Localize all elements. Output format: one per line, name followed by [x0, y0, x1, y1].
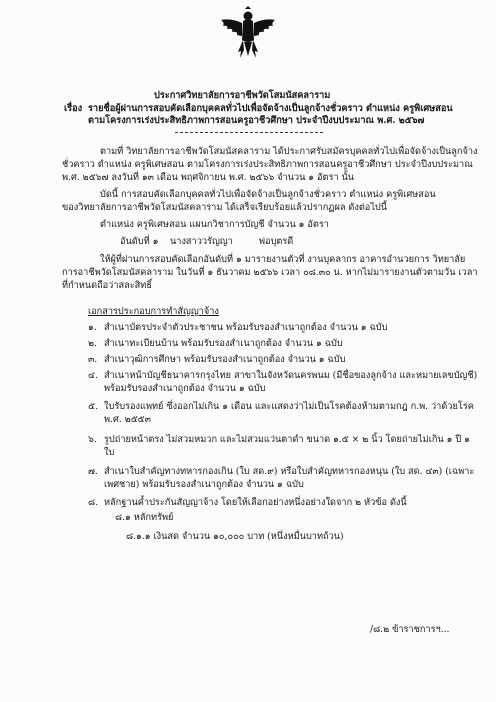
- subject-line-1: รายชื่อผู้ผ่านการสอบคัดเลือกบุคคลทั่วไปเพื่อจัดจ้างเป็นลูกจ้างชั่วคราว ตำแหน่ง ครูพิเศษสอน: [88, 103, 453, 114]
- doc-item-7-number: ๗.: [88, 466, 98, 477]
- ranking-name: นางสาววรัญญา: [170, 236, 233, 247]
- header-divider: [175, 132, 323, 133]
- announcement-org-title: ประกาศวิทยาลัยการอาชีพวัดโสมนัสคลาราม: [154, 90, 331, 101]
- doc-item-3-text: สำเนาวุฒิการศึกษา พร้อมรับรองสำเนาถูกต้อง จำนวน ๑ ฉบับ: [104, 354, 346, 365]
- sub-item-8-1: ๘.๑ หลักทรัพย์: [115, 512, 174, 523]
- doc-item-7-text-line-2: เพศชาย) พร้อมรับรองสำเนาถูกต้อง จำนวน ๑ ฉบับ: [104, 479, 304, 490]
- paragraph-1-line-2: ชั่วคราว ตำแหน่ง ครูพิเศษสอน ตามโครงการเร่งประสิทธิภาพการสอนครูอาชีวศึกษา ประจำปีงบประมาณ: [62, 159, 473, 170]
- doc-item-8-number: ๘.: [88, 497, 99, 508]
- doc-item-1-number: ๑.: [88, 322, 97, 333]
- doc-item-6-text-line-2: ใบ: [104, 447, 115, 458]
- doc-item-7-text-line-1: สำเนาใบสำคัญทางทหารกองเกิน (ใบ สด.๙) หรือใบสำคัญทหารกองหนุน (ใบ สด. ๔๓) (เฉพาะ: [104, 466, 475, 477]
- doc-item-1-text: สำเนาบัตรประจำตัวประชาชน พร้อมรับรองสำเนาถูกต้อง จำนวน ๑ ฉบับ: [104, 322, 388, 333]
- doc-item-4-text-line-2: พร้อมรับรองสำเนาถูกต้อง จำนวน ๑ ฉบับ: [104, 383, 266, 394]
- ranking-surname: พ่อบุตรดี: [259, 236, 294, 247]
- paragraph-3-line-3: ที่กำหนดถือว่าสละสิทธิ์: [62, 280, 152, 291]
- paragraph-2-line-2: ของวิทยาลัยการอาชีพวัดโสมนัสคลาราม ได้เสร็จเรียบร้อยแล้วปรากฏผล ดังต่อไปนี้: [62, 202, 388, 213]
- doc-item-5-text-line-2: พ.ศ. ๒๕๕๓: [104, 414, 151, 425]
- sub-item-8-1-1: ๘.๑.๑ เงินสด จำนวน ๑๐,๐๐๐ บาท (หนึ่งหมื่นบาทถ้วน): [126, 531, 344, 542]
- doc-item-6-text-line-1: รูปถ่ายหน้าตรง ไม่สวมหมวก และไม่สวมแว่นตาดำ ขนาด ๑.๕ × ๒ นิ้ว โดยถ่ายไม่เกิน ๑ ปี ๑: [104, 434, 470, 445]
- doc-item-2-text: สำเนาทะเบียนบ้าน พร้อมรับรองสำเนาถูกต้อง จำนวน ๑ ฉบับ: [104, 338, 343, 349]
- paragraph-1-line-1: ตามที่ วิทยาลัยการอาชีพวัดโสมนัสคลาราม ได้ประกาศรับสมัครบุคคลทั่วไปเพื่อจัดจ้างเป็นลูกจ้าง: [100, 146, 478, 157]
- subject-label: เรื่อง: [64, 103, 83, 114]
- doc-item-3-number: ๓.: [88, 354, 98, 365]
- doc-item-5-number: ๕.: [88, 401, 98, 412]
- doc-item-5-text-line-1: ใบรับรองแพทย์ ซึ่งออกไม่เกิน ๑ เดือน และแสดงว่าไม่เป็นโรคต้องห้ามตามกฎ ก.พ. ว่าด้วยโรค: [104, 401, 474, 412]
- ranking-rank: อันดับที่ ๑: [120, 236, 159, 247]
- doc-item-4-text-line-1: สำเนาหน้าบัญชีธนาคารกรุงไทย สาขาในจังหวัดนครพนม (มีชื่อของลูกจ้าง และหมายเลขบัญชี): [104, 370, 478, 381]
- doc-item-2-number: ๒.: [88, 338, 97, 349]
- paragraph-3-line-2: การอาชีพวัดโสมนัสคลาราม ในวันที่ ๑ ธันวาคม ๒๕๖๖ เวลา ๐๘.๓๐ น. หากไม่มารายงานตัวตามวัน เวลา: [62, 267, 478, 278]
- continuation-note: /๘.๒ ข้าราชการฯ...: [370, 624, 450, 635]
- subject-line-2: ตามโครงการเร่งประสิทธิภาพการสอนครูอาชีวศึกษา ประจำปีงบประมาณ พ.ศ. ๒๕๖๗: [88, 115, 425, 126]
- garuda-emblem-icon: [219, 6, 277, 64]
- doc-item-4-number: ๔.: [88, 370, 98, 381]
- doc-item-6-number: ๖.: [88, 434, 97, 445]
- documents-heading: เอกสารประกอบการทำสัญญาจ้าง: [88, 306, 219, 317]
- paragraph-1-line-3: พ.ศ. ๒๕๖๗ ลงวันที่ ๑๓ เดือน พฤศจิกายน พ.ศ. ๒๕๖๖ จำนวน ๑ อัตรา นั้น: [62, 172, 355, 183]
- doc-item-8-text: หลักฐานค้ำประกันสัญญาจ้าง โดยให้เลือกอย่างหนึ่งอย่างใดจาก ๒ หัวข้อ ดังนี้: [104, 497, 407, 508]
- paragraph-2-line-1: บัดนี้ การสอบคัดเลือกบุคคลทั่วไปเพื่อจัดจ้างเป็นลูกจ้างชั่วคราว ตำแหน่ง ครูพิเศษสอน: [100, 189, 436, 200]
- position-line: ตำแหน่ง ครูพิเศษสอน แผนกวิชาการบัญชี จำนวน ๑ อัตรา: [100, 219, 329, 230]
- paragraph-3-line-1: ให้ผู้ที่ผ่านการสอบคัดเลือกอันดับที่ ๑ มารายงานตัวที่ งานบุคลากร อาคารอำนวยการ วิทยาลัย: [100, 254, 466, 265]
